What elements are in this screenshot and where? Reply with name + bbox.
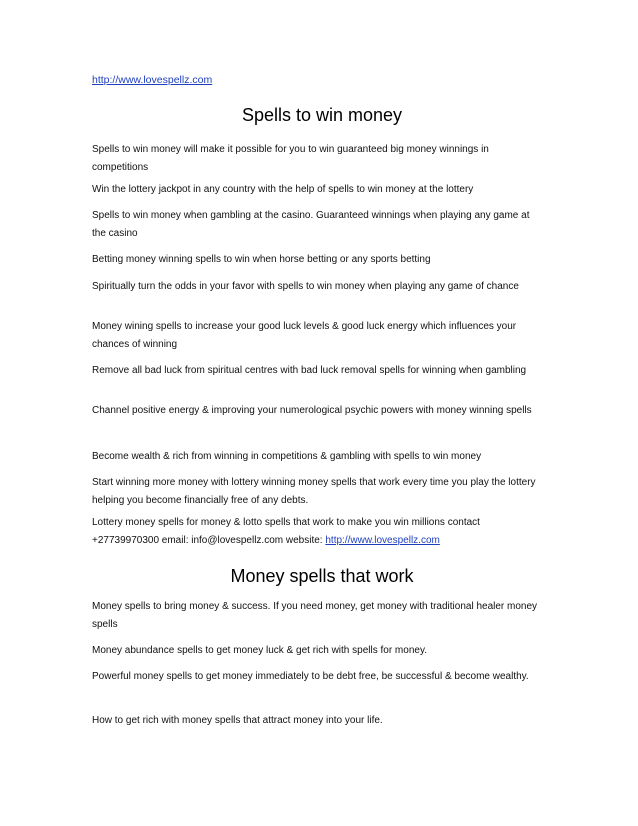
paragraph: Spiritually turn the odds in your favor with spells to win money when playing any game of chance <box>92 281 519 292</box>
paragraph: Start winning more money with lottery winning money spells that work every time you play the lottery helping you become financially free of any debts. <box>92 477 536 506</box>
paragraph: Win the lottery jackpot in any country with the help of spells to win money at the lottery <box>92 184 474 195</box>
paragraph: Money wining spells to increase your good luck levels & good luck energy which influences your chances of winning <box>92 321 517 350</box>
section-title-money-spells-that-work: Money spells that work <box>230 566 414 586</box>
contact-paragraph <box>92 514 544 550</box>
paragraph: Betting money winning spells to win when horse betting or any sports betting <box>92 254 431 265</box>
paragraph: Powerful money spells to get money immediately to be debt free, be successful & become wealthy. <box>92 671 529 682</box>
paragraph: Spells to win money when gambling at the casino. Guaranteed winnings when playing any game at the casino <box>92 210 530 239</box>
paragraph: Channel positive energy & improving your numerological psychic powers with money winning spells <box>92 405 532 416</box>
paragraph: Money abundance spells to get money luck & get rich with spells for money. <box>92 645 427 656</box>
paragraph: Money spells to bring money & success. If you need money, get money with traditional healer money spells <box>92 601 538 630</box>
paragraph: Become wealth & rich from winning in competitions & gambling with spells to win money <box>92 451 482 462</box>
contact-text: Lottery money spells for money & lotto spells that work to make you win millions contact +27739970300 email: info@lovespellz.com website: <box>92 517 480 546</box>
section-title-spells-to-win-money: Spells to win money <box>241 105 403 125</box>
paragraph: How to get rich with money spells that attract money into your life. <box>92 715 383 726</box>
top-website-link[interactable]: http://www.lovespellz.com <box>92 74 213 86</box>
paragraph: Remove all bad luck from spiritual centres with bad luck removal spells for winning when gambling <box>92 365 527 376</box>
contact-website-link[interactable]: http://www.lovespellz.com <box>325 535 440 546</box>
paragraph: Spells to win money will make it possible for you to win guaranteed big money winnings in competitions <box>92 144 489 173</box>
